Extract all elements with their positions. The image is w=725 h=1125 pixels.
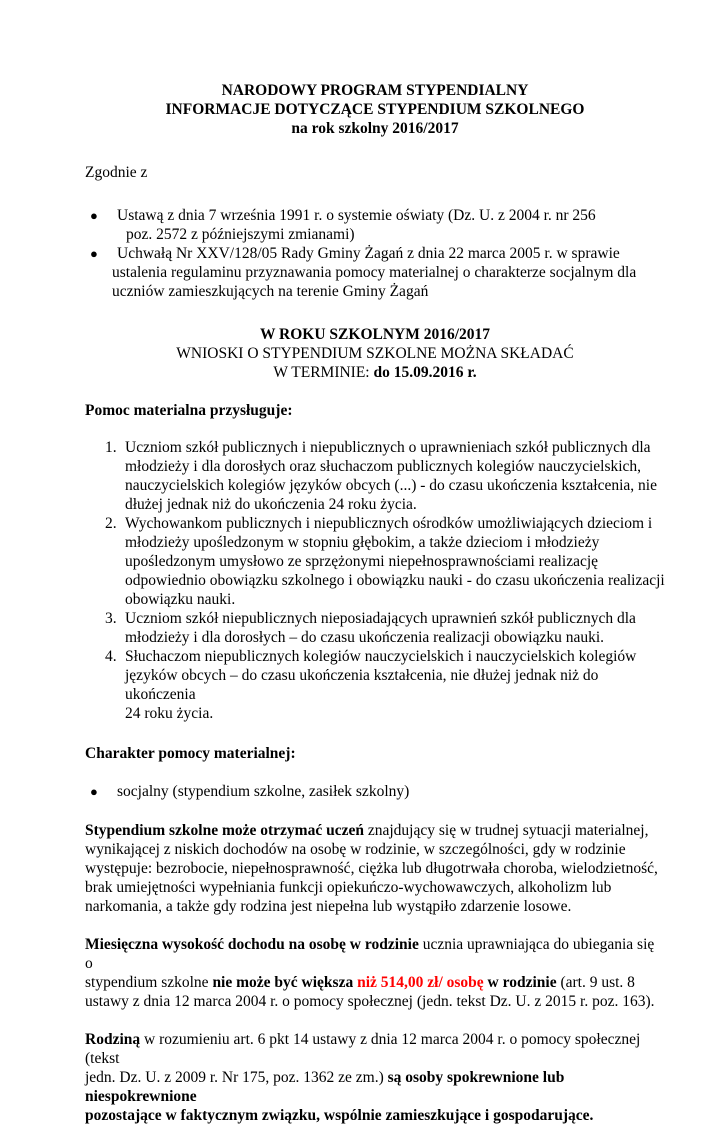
item-number: 3. — [105, 610, 117, 627]
character-heading: Charakter pomocy materialnej: — [85, 745, 296, 762]
item-line: upośledzonym umysłowo ze sprzężonymi niepełnosprawnościami realizację — [125, 553, 599, 570]
income-text: ucznia uprawniająca do ubiegania się o — [85, 936, 655, 972]
legal-basis-line: Uchwałą Nr XXV/128/05 Rady Gminy Żagań z dnia 22 marca 2005 r. w sprawie — [117, 245, 620, 262]
recipient-lead: Stypendium szkolne może otrzymać uczeń — [85, 822, 364, 839]
header-info-title: INFORMACJE DOTYCZĄCE STYPENDIUM SZKOLNEGO — [165, 101, 585, 118]
recipient-text: wynikającej z niskich dochodów na osobę w rodzinie, w szczególności, gdy w rodzinie — [85, 841, 626, 858]
income-text: stypendium szkolne — [85, 974, 213, 991]
bullet-icon: ● — [90, 784, 98, 799]
character-item — [85, 782, 665, 801]
header-school-year: na rok szkolny 2016/2017 — [291, 120, 459, 137]
item-line: Słuchaczom niepublicznych kolegiów nauczycielskich i nauczycielskich kolegiów — [125, 648, 637, 665]
legal-basis-line: Ustawą z dnia 7 września 1991 r. o systemie oświaty (Dz. U. z 2004 r. nr 256 — [117, 207, 596, 224]
legal-basis-line: uczniów zamieszkujących na terenie Gminy Żagań — [112, 283, 429, 300]
deadline-date-line — [85, 363, 665, 382]
item-line: Uczniom szkół publicznych i niepublicznych o uprawnieniach szkół publicznych dla — [125, 439, 651, 456]
item-line: dłużej jednak niż do ukończenia 24 roku życia. — [125, 496, 417, 513]
income-limit-suffix: w rodzinie — [483, 974, 557, 991]
legal-basis-item — [85, 244, 665, 301]
eligibility-item — [85, 438, 665, 514]
legal-basis-item — [85, 206, 665, 244]
family-definition: są osoby spokrewnione lub niespokrewnione — [85, 1069, 565, 1105]
eligibility-list — [85, 438, 665, 723]
item-line: nauczycielskich kolegiów języków obcych (...) - do czasu ukończenia kształcenia, nie — [125, 477, 657, 494]
eligibility-item — [85, 647, 665, 723]
item-line: Uczniom szkół niepublicznych nieposiadających uprawnień szkół publicznych dla — [125, 610, 636, 627]
legal-basis-list — [85, 206, 665, 301]
income-paragraph — [85, 935, 665, 1011]
income-text: (art. 9 ust. 8 — [556, 974, 635, 991]
bullet-icon: ● — [90, 208, 98, 223]
item-line: młodzieży i dla dorosłych oraz słuchaczom publicznych kolegiów nauczycielskich, — [125, 458, 642, 475]
family-text: jedn. Dz. U. z 2009 r. Nr 175, poz. 1362 ze zm.) — [85, 1069, 388, 1086]
item-line: młodzieży upośledzonym w stopniu głębokim, a także dzieciom i młodzieży — [125, 534, 600, 551]
recipient-text: znajdujący się w trudnej sytuacji materialnej, — [363, 822, 649, 839]
item-line: Wychowankom publicznych i niepublicznych ośrodków umożliwiających dzieciom i — [125, 515, 653, 532]
character-list — [85, 782, 665, 801]
deadline-date: do 15.09.2016 r. — [373, 364, 477, 381]
item-line: obowiązku nauki. — [125, 591, 236, 608]
deadline-notice: WNIOSKI O STYPENDIUM SZKOLNE MOŻNA SKŁADAĆ — [176, 345, 574, 362]
family-paragraph — [85, 1030, 665, 1125]
eligibility-item — [85, 514, 665, 609]
item-line: odpowiednio obowiązku szkolnego i obowiązku nauki - do czasu ukończenia realizacji — [125, 572, 665, 589]
item-number: 4. — [105, 648, 117, 665]
header-program-title: NARODOWY PROGRAM STYPENDIALNY — [221, 82, 529, 99]
item-line: 24 roku życia. — [125, 705, 214, 722]
recipient-text: brak umiejętności wypełniania funkcji opiekuńczo-wychowawczych, alkoholizm lub — [85, 879, 612, 896]
income-lead: Miesięczna wysokość dochodu na osobę w rodzinie — [85, 936, 419, 953]
eligibility-heading: Pomoc materialna przysługuje: — [85, 402, 293, 419]
item-line: młodzieży i dla dorosłych – do czasu ukończenia realizacji obowiązku nauki. — [125, 629, 605, 646]
bullet-icon: ● — [90, 246, 98, 261]
deadline-year: W ROKU SZKOLNYM 2016/2017 — [259, 326, 491, 343]
recipient-text: narkomania, a także gdy rodzina jest niepełna lub wystąpiło zdarzenie losowe. — [85, 898, 572, 915]
legal-basis-line: ustalenia regulaminu przyznawania pomocy materialnej o charakterze socjalnym dla — [112, 264, 637, 281]
item-number: 1. — [105, 439, 117, 456]
income-limit-label: nie może być większa — [212, 974, 358, 991]
legal-basis-line: poz. 2572 z późniejszymi zmianami) — [126, 226, 355, 243]
document-header — [85, 81, 665, 138]
recipient-text: występuje: bezrobocie, niepełnosprawność, ciężka lub długotrwała choroba, wielodzietność, — [85, 860, 658, 877]
family-text: w rozumieniu art. 6 pkt 14 ustawy z dnia 12 marca 2004 r. o pomocy społecznej (tekst — [85, 1031, 641, 1067]
item-line: języków obcych – do czasu ukończenia kształcenia, nie dłużej jednak niż do ukończenia — [125, 667, 599, 703]
character-text: socjalny (stypendium szkolne, zasiłek szkolny) — [117, 783, 410, 800]
deadline-block — [85, 325, 665, 382]
income-text: ustawy z dnia 12 marca 2004 r. o pomocy społecznej (jedn. tekst Dz. U. z 2015 r. poz. 163). — [85, 993, 655, 1010]
deadline-prefix: W TERMINIE: — [273, 364, 374, 381]
family-lead: Rodziną — [85, 1031, 141, 1048]
item-number: 2. — [105, 515, 117, 532]
recipient-paragraph — [85, 821, 665, 916]
family-definition: pozostające w faktycznym związku, wspólnie zamieszkujące i gospodarujące. — [85, 1107, 594, 1124]
intro-text: Zgodnie z — [85, 164, 148, 181]
income-limit-value: niż 514,00 zł/ osobę — [357, 974, 484, 991]
eligibility-item — [85, 609, 665, 647]
